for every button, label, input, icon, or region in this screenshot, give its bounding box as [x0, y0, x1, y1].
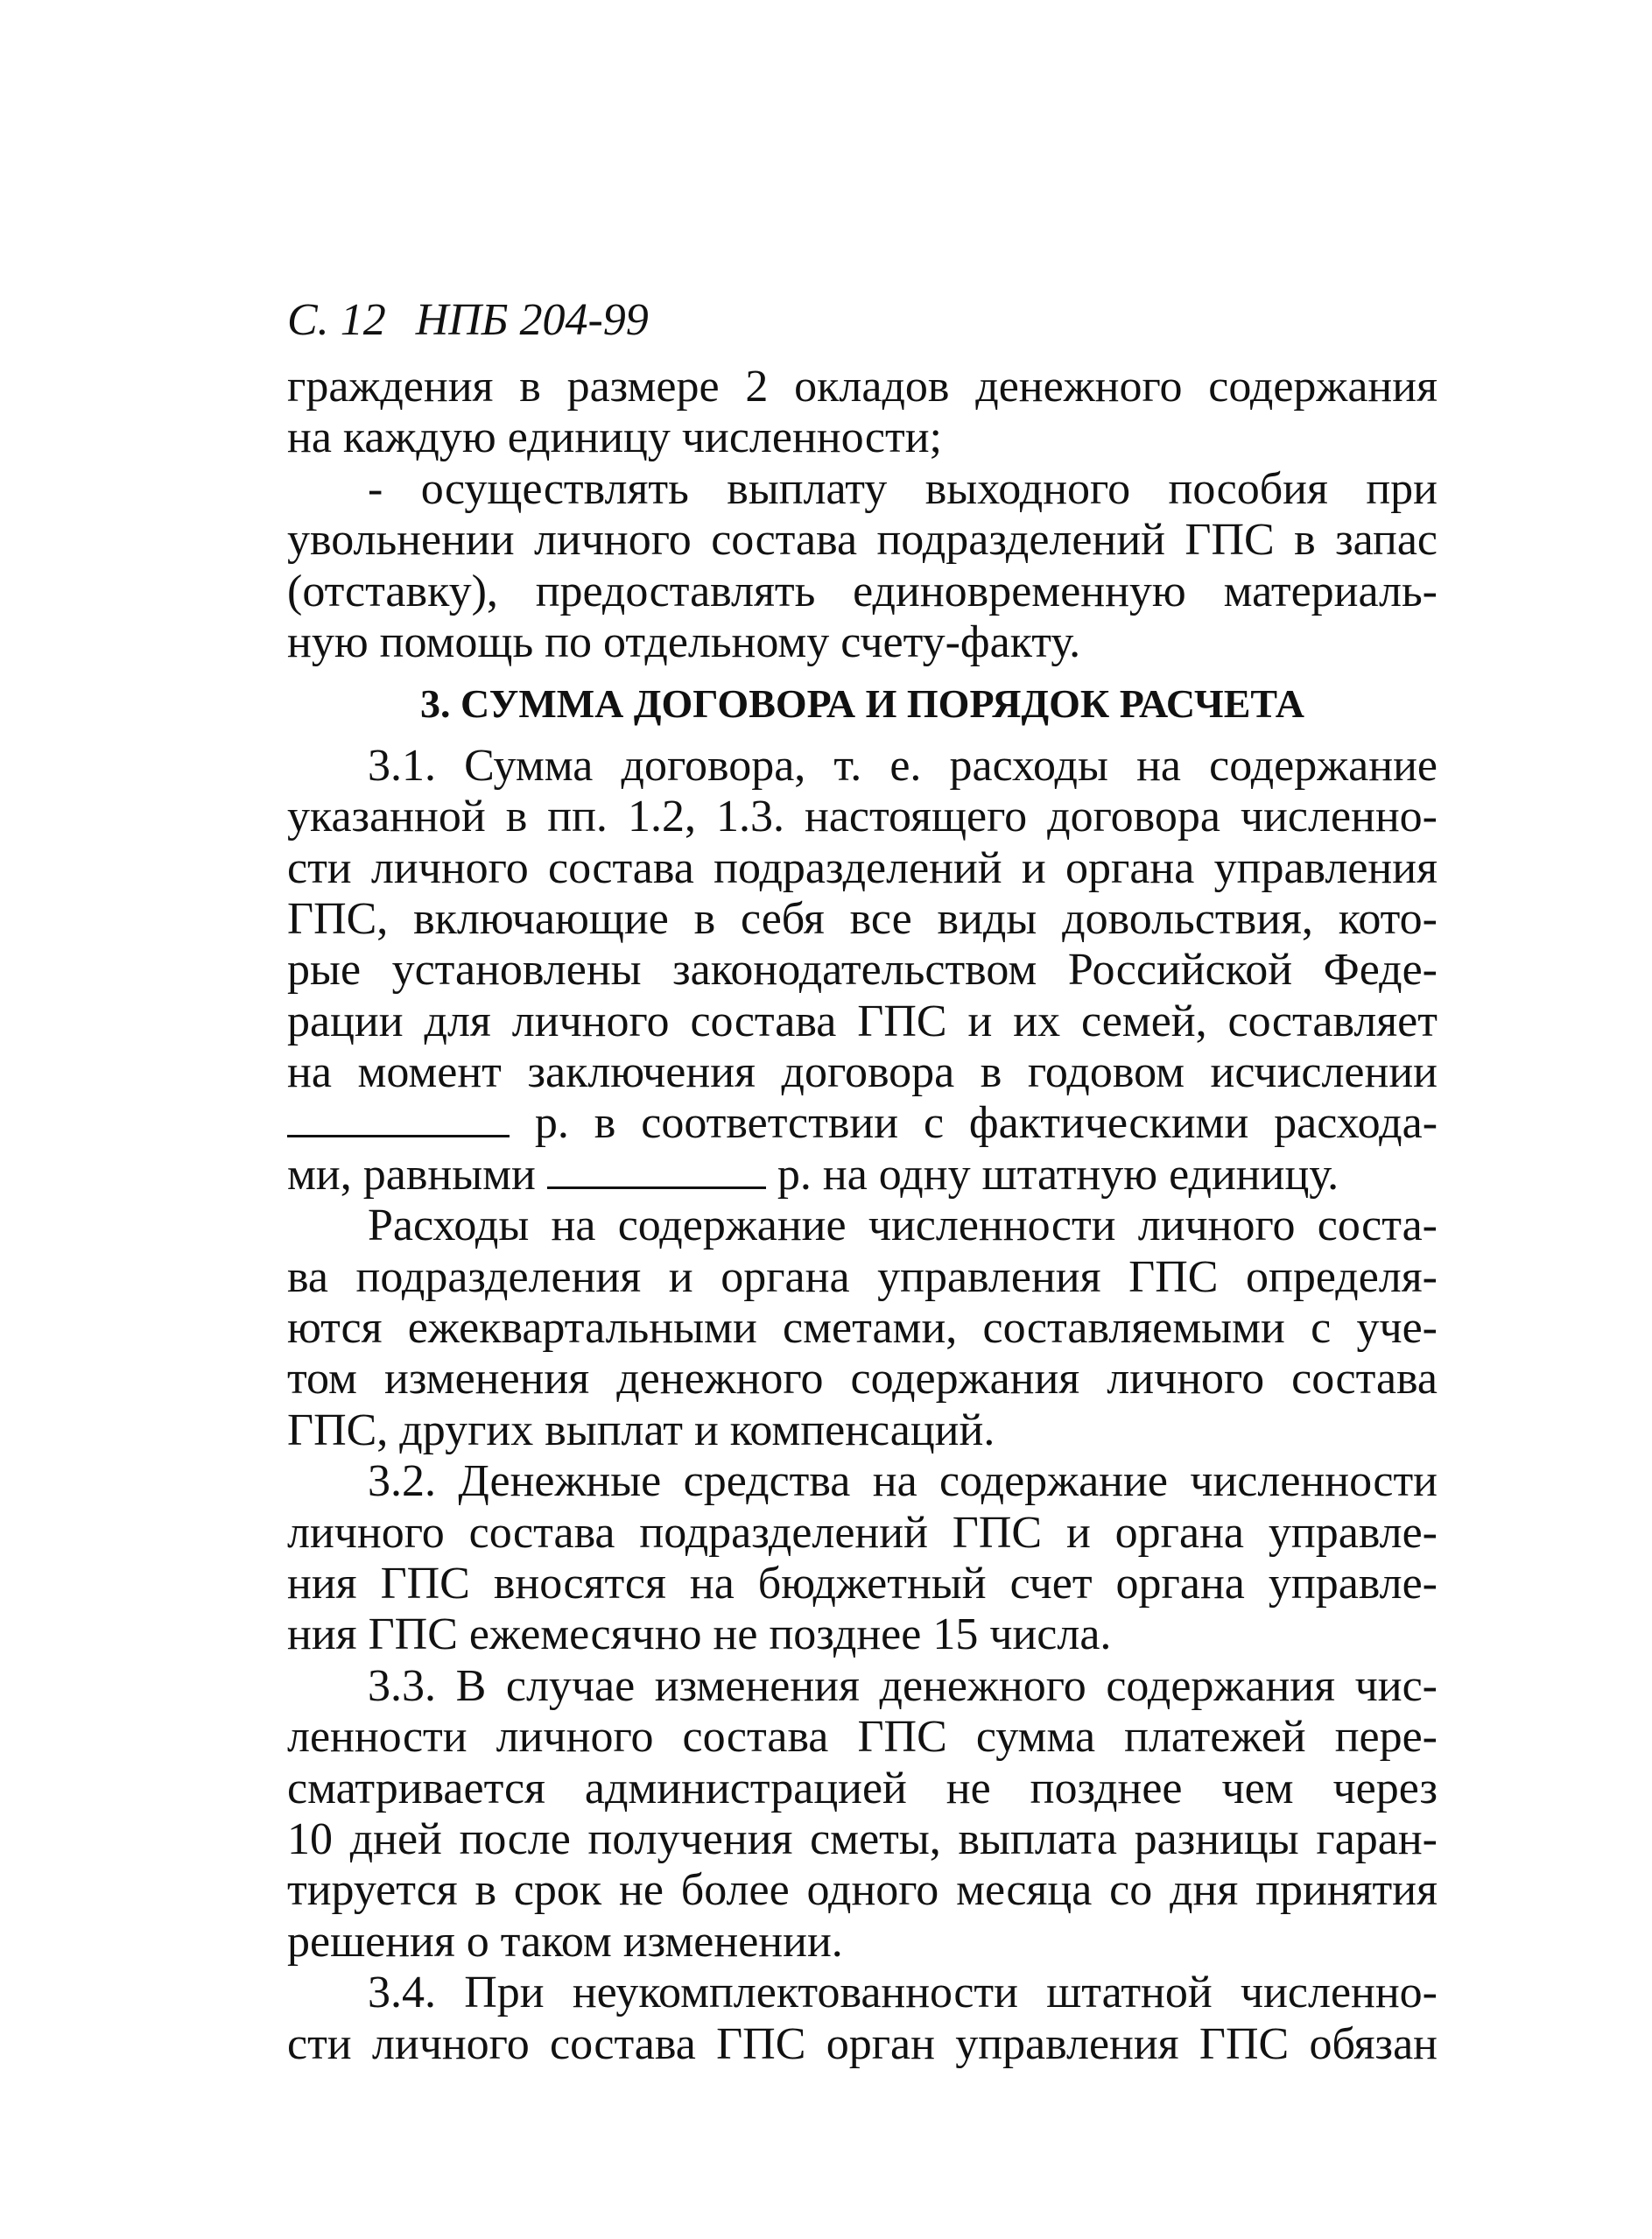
text-line: указанной в пп. 1.2, 1.3. настоящего договора численно-: [287, 792, 1438, 842]
text-line: 3.4. При неукомплектованности штатной численно-: [368, 1968, 1438, 2018]
text-fragment: р. на одну штатную единицу.: [777, 1149, 1339, 1200]
text-line: тируется в срок не более одного месяца со дня принятия: [287, 1865, 1438, 1916]
page-prefix: С.: [287, 295, 329, 345]
text-fragment: ми, равными: [287, 1149, 536, 1200]
text-line: граждения в размере 2 окладов денежного содержания: [287, 362, 1438, 412]
text-line: ва подразделения и органа управления ГПС определя-: [287, 1251, 1438, 1302]
text-line: рации для личного состава ГПС и их семей, составляет: [287, 996, 1438, 1046]
paragraph-severance: [287, 464, 1438, 669]
text-line: личного состава подразделений ГПС и органа управле-: [287, 1507, 1438, 1558]
text-line: 10 дней после получения сметы, выплата разницы гаран-: [287, 1813, 1438, 1864]
running-header: [287, 295, 649, 345]
section-heading: 3. СУММА ДОГОВОРА И ПОРЯДОК РАСЧЕТА: [419, 681, 1305, 727]
paragraph-3-4: [287, 1968, 1438, 2070]
text-line: (отставку), предоставлять единовременную материаль-: [287, 566, 1438, 616]
text-line: ния ГПС ежемесячно не позднее 15 числа.: [287, 1609, 1112, 1660]
text-line: рые установлены законодательством Российской Феде-: [287, 945, 1438, 996]
text-line: 3.1. Сумма договора, т. е. расходы на содержание: [368, 740, 1438, 791]
text-line: увольнении личного состава подразделений ГПС в запас: [287, 515, 1438, 566]
text-line: ГПС, включающие в себя все виды довольствия, кото-: [287, 893, 1438, 944]
paragraph-3-3: [287, 1661, 1438, 1968]
paragraph-continued: [287, 362, 1438, 464]
text-line: сматривается администрацией не позднее чем через: [287, 1763, 1438, 1813]
paragraph-3-2: [287, 1456, 1438, 1661]
document-code: НПБ 204-99: [415, 295, 649, 345]
text-line: том изменения денежного содержания личного состава: [287, 1354, 1438, 1405]
text-line: ленности личного состава ГПС сумма платежей пере-: [287, 1712, 1438, 1763]
text-line: ются ежеквартальными сметами, составляемыми с уче-: [287, 1303, 1438, 1354]
text-line: Расходы на содержание численности личного соста-: [368, 1200, 1438, 1251]
text-line: сти личного состава подразделений и органа управления: [287, 842, 1438, 893]
text-line: 3.3. В случае изменения денежного содержания чис-: [368, 1660, 1438, 1711]
text-line: решения о таком изменении.: [287, 1916, 843, 1967]
annual-sum-blank: [287, 1100, 510, 1137]
text-line: ную помощь по отдельному счету-факту.: [287, 616, 1081, 667]
paragraph-3-1: [287, 741, 1438, 1201]
text-line: на каждую единицу численности;: [287, 412, 942, 463]
text-line: сти личного состава ГПС орган управления ГПС обязан: [287, 2018, 1438, 2069]
text-line: на момент заключения договора в годовом исчислении: [287, 1047, 1438, 1098]
text-fragment: р. в соответствии с фактическими расхода-: [534, 1098, 1438, 1149]
text-line: - осуществлять выплату выходного пособия при: [368, 463, 1438, 514]
page-number: 12: [340, 295, 386, 345]
per-unit-sum-blank: [547, 1151, 766, 1189]
text-line-with-blank: [287, 1150, 1438, 1200]
body-text: [287, 362, 1438, 2070]
text-line: ГПС, других выплат и компенсаций.: [287, 1405, 995, 1455]
text-line-with-blank: [287, 1098, 1438, 1149]
text-line: ния ГПС вносятся на бюджетный счет органа управле-: [287, 1558, 1438, 1609]
paragraph-expenses: [287, 1200, 1438, 1456]
text-line: 3.2. Денежные средства на содержание численности: [368, 1456, 1438, 1507]
